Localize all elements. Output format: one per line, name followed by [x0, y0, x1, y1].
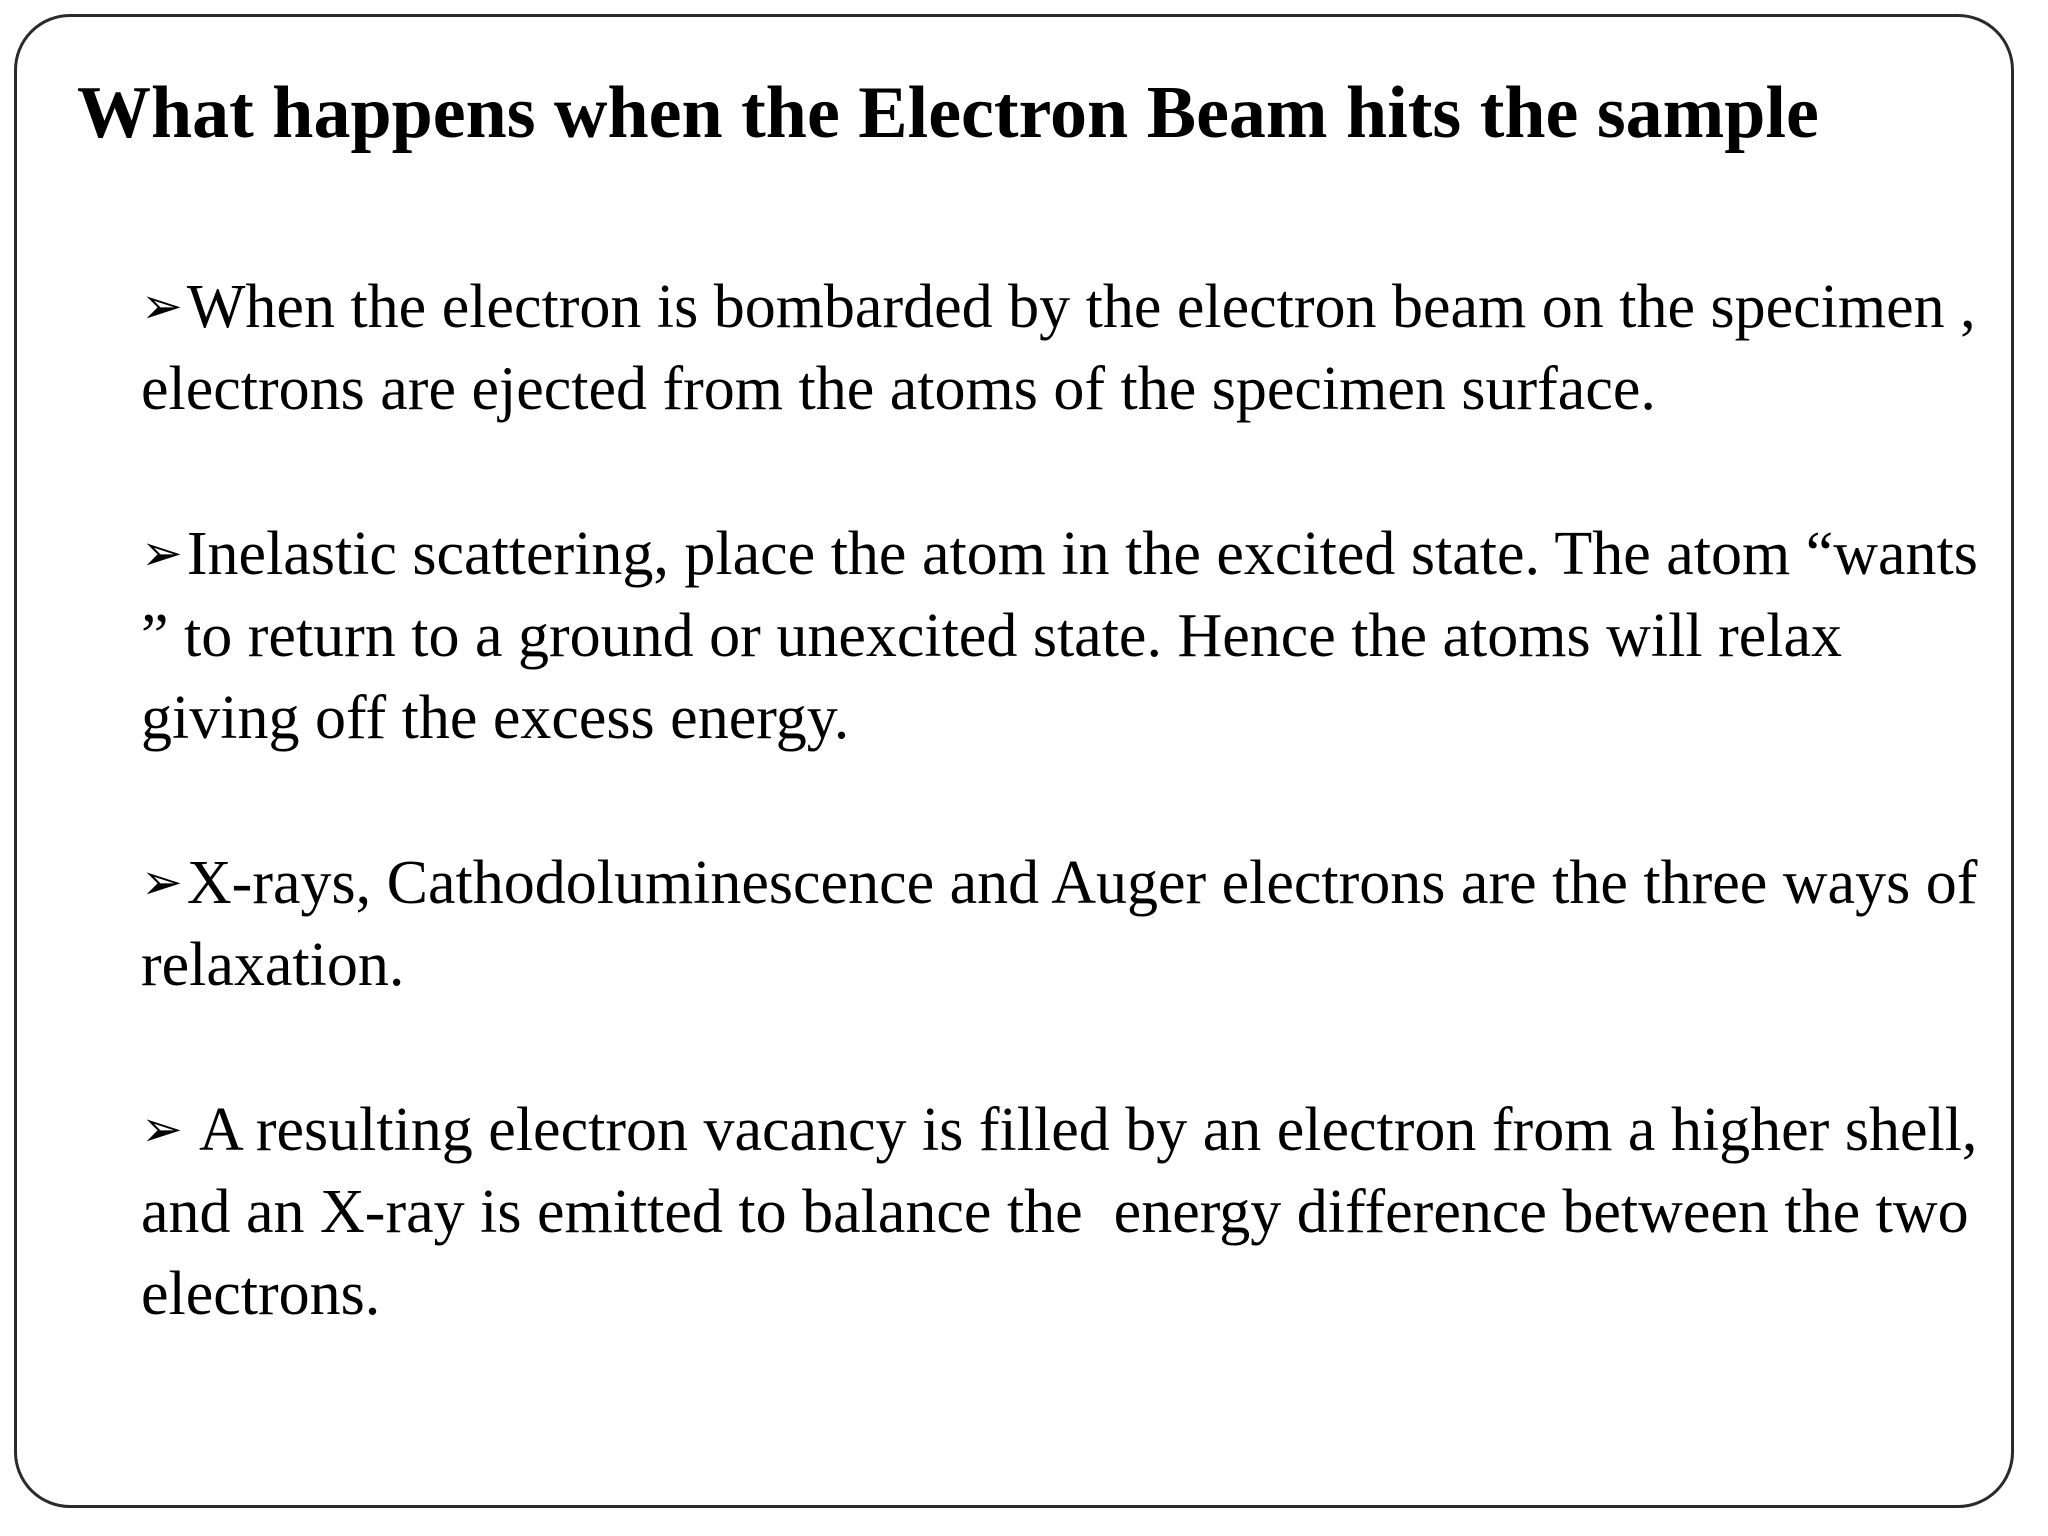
arrow-bullet-icon: ➢	[141, 277, 183, 335]
bullet-item	[141, 265, 2011, 430]
bullet-text: A resulting electron vacancy is filled by an electron from a higher shell, and an X-ray is emitted to balance the energy difference between the two electrons.	[141, 1096, 1993, 1328]
bullet-list	[141, 265, 2011, 1335]
bullet-item	[141, 1088, 2011, 1335]
slide	[14, 14, 2014, 1508]
arrow-bullet-icon: ➢	[141, 1100, 183, 1158]
bullet-text: X-rays, Cathodoluminescence and Auger electrons are the three ways of relaxation.	[141, 849, 1978, 999]
bullet-text: When the electron is bombarded by the electron beam on the specimen , electrons are ejected from the atoms of the specimen surface.	[141, 273, 1976, 423]
bullet-text: Inelastic scattering, place the atom in the excited state. The atom “wants ” to return to a ground or unexcited state. Hence the atoms will relax giving off the excess energy.	[141, 520, 1978, 752]
bullet-item	[141, 512, 2011, 759]
arrow-bullet-icon: ➢	[141, 524, 183, 582]
bullet-item	[141, 841, 2011, 1006]
slide-title: What happens when the Electron Beam hits the sample	[77, 72, 1819, 154]
arrow-bullet-icon: ➢	[141, 853, 183, 911]
